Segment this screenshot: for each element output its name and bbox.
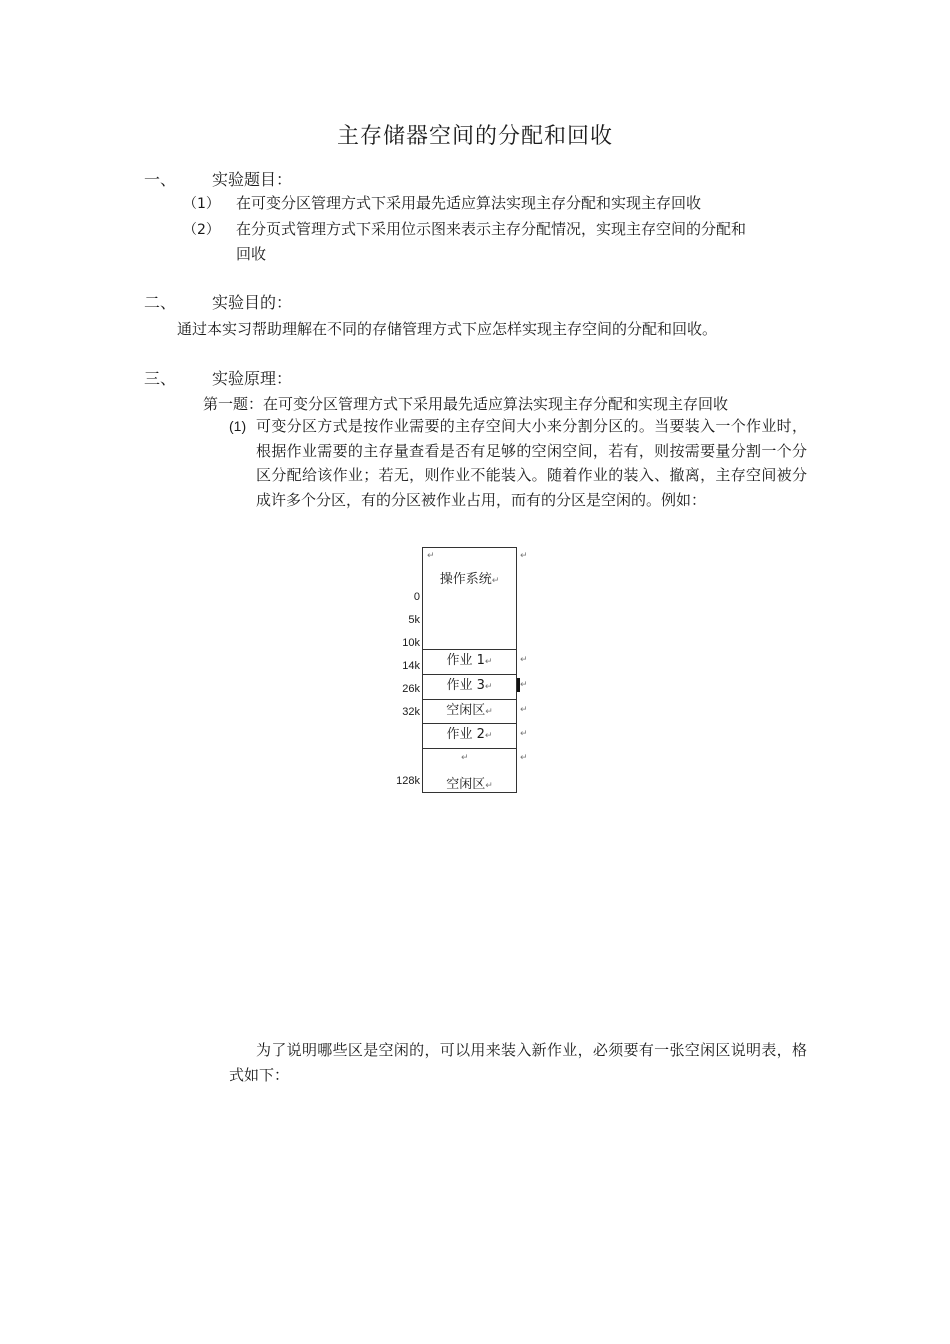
- return-mark: ↵: [520, 680, 528, 690]
- free-table-note: 为了说明哪些区是空闲的，可以用来装入新作业，必须要有一张空闲区说明表，格式如下：: [229, 1041, 807, 1084]
- return-mark: ↵: [520, 551, 528, 561]
- return-mark: ↵: [520, 729, 528, 739]
- page-title: 主存储器空间的分配和回收: [336, 124, 613, 149]
- block-job-2: 作业 2↵: [423, 723, 516, 748]
- cursor-mark: [517, 678, 520, 692]
- section-1-heading: 实验题目：: [212, 170, 293, 189]
- block-os: 操作系统↵: [439, 572, 500, 587]
- block-free-2: ↵ 空闲区↵: [423, 748, 516, 793]
- address-label: 14k: [402, 660, 420, 672]
- address-label: 0: [413, 591, 420, 603]
- section-1-item-1-number: （1）: [183, 196, 220, 212]
- return-mark: ↵: [520, 655, 528, 665]
- section-3-item-1-number: (1): [229, 418, 247, 434]
- return-mark: ↵: [427, 551, 435, 561]
- section-1-item-2-number: （2）: [183, 222, 220, 238]
- section-1-item-2-text: 在分页式管理方式下采用位示图来表示主存分配情况，实现主存空间的分配和: [236, 220, 747, 238]
- memory-column: [422, 547, 517, 793]
- block-free-1: 空闲区↵: [423, 699, 516, 724]
- section-3-heading: 实验原理：: [212, 369, 293, 388]
- section-1-item-1-text: 在可变分区管理方式下采用最先适应算法实现主存分配和实现主存回收: [236, 194, 702, 212]
- section-1-item-2-text-cont: 回收: [236, 245, 267, 263]
- block-job-1: 作业 1↵: [423, 649, 516, 674]
- section-3-item-1-text: 可变分区方式是按作业需要的主存空间大小来分割分区的。当要装入一个作业时，根据作业需要的主存量查看是否有足够的空闲空间，若有，则按需要量分割一个分区分配给该作业；若无，则作业不能装入。随着作业的装入、撤离，主存空间被分成许多个分区，有的分区被作业占用，而有的分区是空闲的。例如：: [256, 417, 807, 509]
- return-mark: ↵: [520, 753, 528, 763]
- block-job-3: 作业 3↵: [423, 674, 516, 699]
- address-label: 32k: [402, 706, 420, 718]
- address-label: 10k: [402, 637, 420, 649]
- address-label: 26k: [402, 683, 420, 695]
- section-1-number: 一、: [144, 170, 177, 189]
- address-label: 128k: [396, 775, 420, 787]
- section-3-subtitle: 第一题：在可变分区管理方式下采用最先适应算法实现主存分配和实现主存回收: [203, 395, 729, 413]
- return-mark: ↵: [520, 705, 528, 715]
- section-2-number: 二、: [144, 293, 177, 312]
- section-2-text: 通过本实习帮助理解在不同的存储管理方式下应怎样实现主存空间的分配和回收。: [177, 320, 718, 338]
- address-label: 5k: [408, 614, 420, 626]
- section-2-heading: 实验目的：: [212, 293, 293, 312]
- section-3-number: 三、: [144, 369, 177, 388]
